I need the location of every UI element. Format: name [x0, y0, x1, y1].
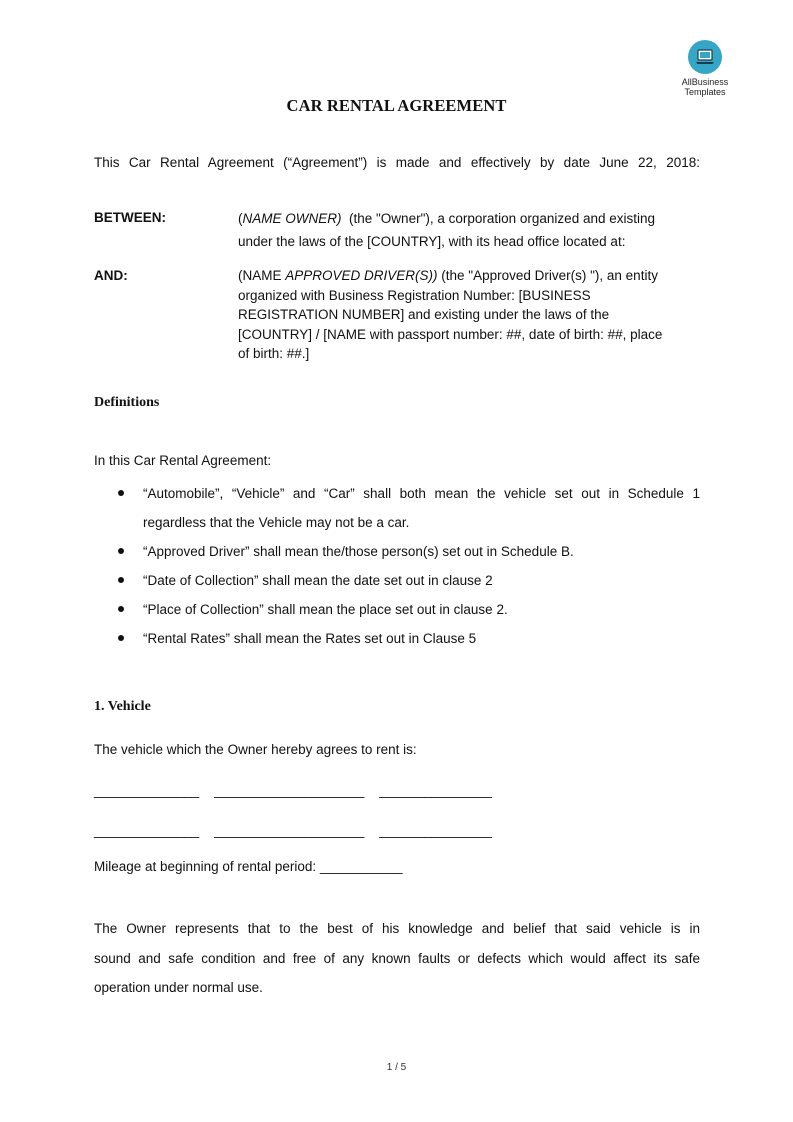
- between-line2: under the laws of the [COUNTRY], with its head office located at:: [238, 234, 626, 249]
- logo-text: [672, 77, 738, 97]
- and-line3: REGISTRATION NUMBER] and existing under the laws of the: [238, 307, 610, 323]
- para-line-3: operation under normal use.: [94, 980, 263, 995]
- between-line1: [238, 207, 700, 230]
- definitions-heading: Definitions: [94, 395, 160, 410]
- vehicle-lead: The vehicle which the Owner hereby agrees to rent is:: [94, 742, 417, 757]
- mileage-line: Mileage at beginning of rental period: ___________: [94, 859, 403, 874]
- definitions-list: [116, 479, 700, 653]
- between-line1-rest: (the "Owner"), a corporation organized and existing: [341, 211, 655, 226]
- definition-text-cont: regardless that the Vehicle may not be a car.: [143, 515, 410, 530]
- and-lead: (NAME: [238, 268, 286, 283]
- between-label: BETWEEN:: [94, 210, 166, 225]
- intro-paragraph: This Car Rental Agreement (“Agreement”) is made and effectively by date June 22, 2018:: [94, 155, 700, 170]
- definition-text: “Place of Collection” shall mean the place set out in clause 2.: [143, 602, 508, 617]
- and-line4: [COUNTRY] / [NAME with passport number: ##, date of birth: ##, place: [238, 326, 663, 342]
- bullet-icon: [118, 606, 124, 612]
- list-item: [116, 537, 700, 566]
- definition-text: “Date of Collection” shall mean the date set out in clause 2: [143, 573, 493, 588]
- definition-text: “Rental Rates” shall mean the Rates set out in Clause 5: [143, 631, 477, 646]
- and-label: AND:: [94, 268, 128, 283]
- list-item: [116, 479, 700, 537]
- driver-name-placeholder: APPROVED DRIVER(S)): [285, 268, 438, 283]
- bullet-icon: [118, 635, 124, 641]
- list-item: [116, 595, 700, 624]
- definitions-lead: In this Car Rental Agreement:: [94, 453, 272, 468]
- between-text: [238, 207, 700, 253]
- list-item: [116, 566, 700, 595]
- vehicle-blank-row-1: ______________ ____________________ _______________: [94, 783, 492, 798]
- vehicle-blank-row-2: ______________ ____________________ _______________: [94, 823, 492, 838]
- logo-line1: AllBusiness: [681, 77, 729, 87]
- owner-representation-paragraph: [94, 914, 700, 1003]
- definition-text: “Automobile”, “Vehicle” and “Car” shall both mean the vehicle set out in Schedule 1: [143, 486, 700, 501]
- and-text: [238, 266, 700, 364]
- and-line1: [238, 266, 700, 286]
- list-item: [116, 624, 700, 653]
- definition-text: “Approved Driver” shall mean the/those person(s) set out in Schedule B.: [143, 544, 574, 559]
- allbusiness-logo: [672, 40, 738, 97]
- and-line2: organized with Business Registration Number: [BUSINESS: [238, 287, 591, 303]
- and-line1-rest: (the "Approved Driver(s) "), an entity: [437, 268, 658, 283]
- para-line-1: The Owner represents that to the best of his knowledge and belief that said vehicle is in: [94, 921, 700, 936]
- document-title: CAR RENTAL AGREEMENT: [286, 96, 507, 115]
- bullet-icon: [118, 577, 124, 583]
- between-open: (: [238, 211, 243, 226]
- owner-name-placeholder: NAME OWNER): [242, 211, 342, 226]
- and-line5: of birth: ##.]: [238, 346, 310, 362]
- vehicle-heading: 1. Vehicle: [94, 699, 151, 714]
- page-number: 1 / 5: [386, 1062, 407, 1073]
- para-line-2: sound and safe condition and free of any known faults or defects which would affect its safe: [94, 950, 700, 966]
- laptop-icon: [688, 40, 722, 74]
- logo-line2: Templates: [684, 87, 726, 97]
- bullet-icon: [118, 548, 124, 554]
- bullet-icon: [118, 490, 124, 496]
